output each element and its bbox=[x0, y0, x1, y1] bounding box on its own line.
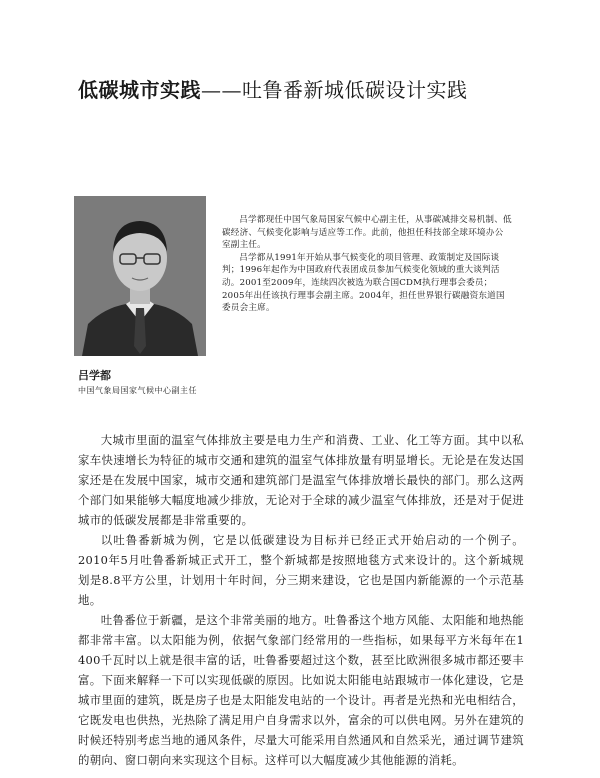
author-bio bbox=[222, 214, 512, 315]
article-title bbox=[78, 77, 468, 103]
author-name: 吕学都 bbox=[78, 369, 111, 382]
author-affiliation: 中国气象局国家气候中心副主任 bbox=[78, 386, 197, 395]
author-portrait bbox=[74, 196, 206, 356]
bio-paragraph: 吕学都现任中国气象局国家气候中心副主任，从事碳减排交易机制、低碳经济、气候变化影响与适应等工作。此前，他担任科技部全球环境办公室副主任。 bbox=[222, 215, 512, 251]
bio-paragraph: 吕学都从1991年开始从事气候变化的项目管理、政策制定及国际谈判；1996年起作为中国政府代表团成员参加气候变化领域的重大谈判活动。2001至2009年，连续四次被选为联合国CDM执行理事会委员；2005年出任该执行理事会副主席。2004年，担任世界银行碳融资东道国委员会主席。 bbox=[222, 252, 505, 314]
article-body bbox=[78, 430, 524, 770]
article-title-main: 低碳城市实践 bbox=[78, 78, 201, 102]
body-paragraph: 吐鲁番位于新疆，是这个非常美丽的地方。吐鲁番这个地方风能、太阳能和地热能都非常丰富。以太阳能为例，依据气象部门经常用的一些指标，如果每平方米每年在1 400千瓦时以上就是很丰富的话，吐鲁番要超过这个数，甚至比欧洲很多城市都还要丰富。下面来解释一下可以实现低碳的原因。比如说太阳能电站跟城市一体化建设，它是城市里面的建筑，既是房子也是太阳能发电站的一个设计。再者是光热和光电相结合，它既发电也供热，光热除了满足用户自身需求以外，富余的可以供电网。另外在建筑的时候还特别考虑当地的通风条件，尽量大可能采用自然通风和自然采光，通过调节建筑的朝向、窗口朝向来实现这个目标。这样可以大幅度减少其他能源的消耗。 bbox=[78, 613, 524, 767]
article-title-sub: ——吐鲁番新城低碳设计实践 bbox=[201, 78, 468, 102]
body-paragraph: 大城市里面的温室气体排放主要是电力生产和消费、工业、化工等方面。其中以私家车快速增长为特征的城市交通和建筑的温室气体排放量有明显增长。无论是在发达国家还是在发展中国家，城市交通和建筑部门是温室气体排放增长最快的部门。那么这两个部门如果能够大幅度地减少排放，无论对于全球的减少温室气体排放，还是对于促进城市的低碳发展都是非常重要的。 bbox=[78, 433, 524, 527]
body-paragraph: 以吐鲁番新城为例，它是以低碳建设为目标并已经正式开始启动的一个例子。2010年5月吐鲁番新城正式开工，整个新城都是按照地毯方式来设计的。这个新城规划是8.8平方公里，计划用十年时间，分三期来建设，它也是国内新能源的一个示范基地。 bbox=[78, 533, 524, 607]
